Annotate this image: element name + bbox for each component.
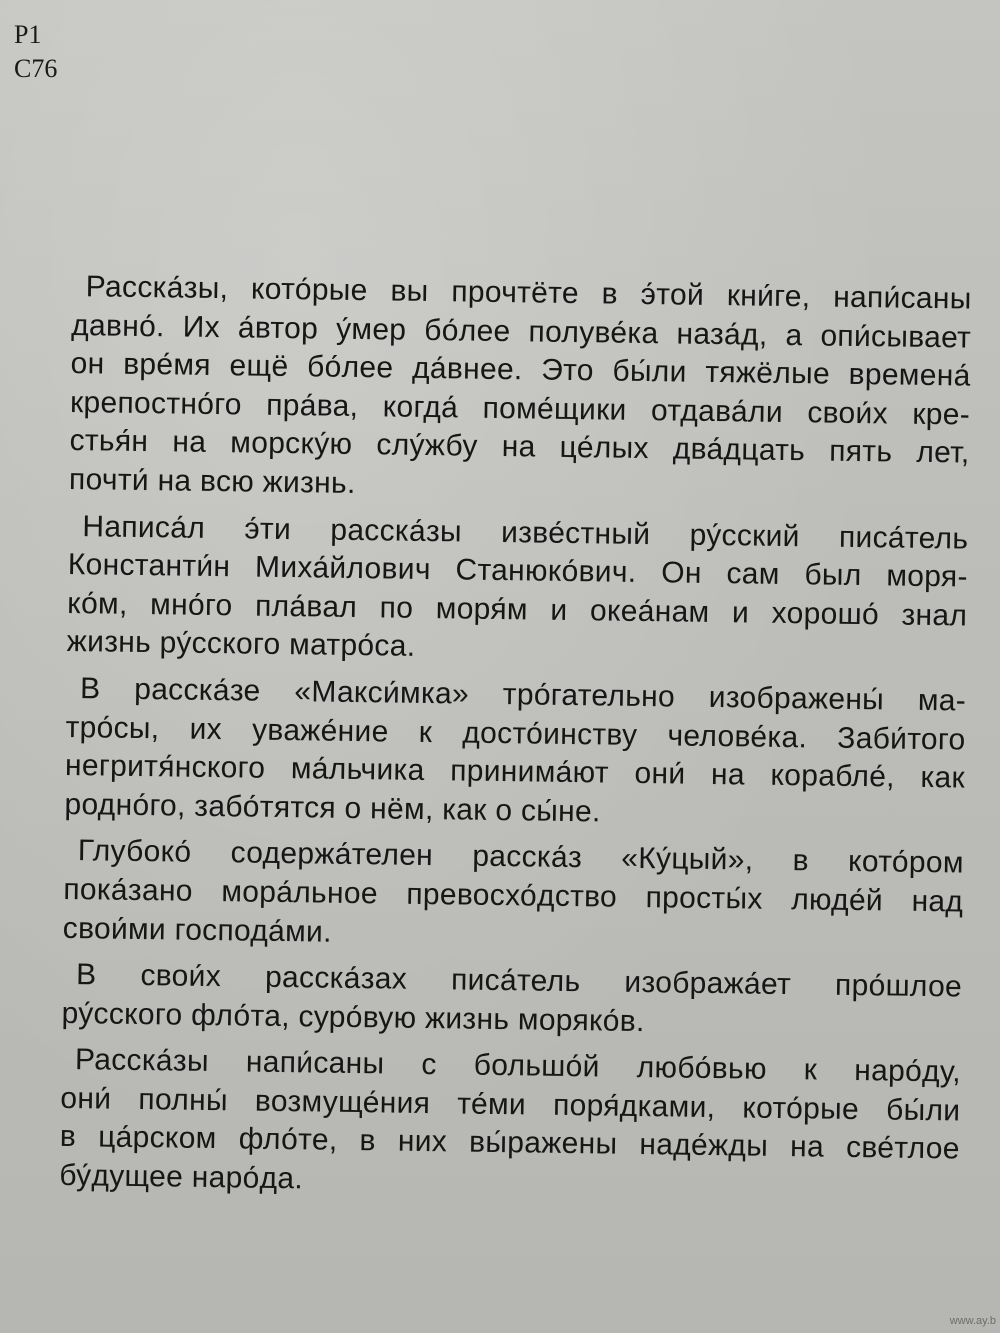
paragraph-5 xyxy=(61,956,962,1046)
text-line: Расска́зы, кото́рые вы прочтёте в э́той кни́ге, напи́саны xyxy=(85,270,972,316)
text-line: в ца́рском фло́те, в них вы́ражены наде́жды на све́тлое xyxy=(59,1120,961,1166)
catalog-code-line-2: С76 xyxy=(14,54,58,83)
watermark: www.ay.b xyxy=(949,1315,996,1327)
text-line: В свои́х расска́зах писа́тель изобража́ет про́шлое xyxy=(75,958,963,1004)
text-line: Глубоко́ содержа́телен расска́з «Ку́цый», в кото́ром xyxy=(77,834,965,880)
paragraph-4 xyxy=(63,832,965,960)
text-line: тро́сы, их уваже́ние к досто́инству челове́ка. Заби́того xyxy=(65,710,966,757)
text-line: жизнь ру́сского матро́са. xyxy=(66,625,416,664)
text-line: негритя́нского ма́льчика принима́ют они́ на корабле́, как xyxy=(64,749,966,795)
catalog-code xyxy=(14,18,57,86)
paragraph-2 xyxy=(66,508,968,675)
paragraph-6 xyxy=(59,1041,961,1208)
text-line: родно́го, забо́тятся о нём, как о сы́не. xyxy=(64,787,601,829)
text-line: свои́ми господа́ми. xyxy=(62,911,333,949)
text-line: пока́зано мора́льное превосхо́дство просты́х люде́й над xyxy=(63,872,964,919)
text-line: давно́. Их а́втор у́мер бо́лее полуве́ка наза́д, а опи́сывает xyxy=(70,308,972,355)
paragraph-3 xyxy=(64,670,966,837)
text-line: Константи́н Миха́йлович Станюко́вич. Он сам был моря- xyxy=(67,548,969,594)
catalog-code-line-1: Р1 xyxy=(14,20,42,49)
text-line: Расска́зы напи́саны с большо́й любо́вью к наро́ду, xyxy=(74,1043,962,1089)
text-line: он вре́мя ещё бо́лее да́внее. Это бы́ли тяжёлые времена́ xyxy=(70,347,971,393)
text-line: почти́ на всю жизнь. xyxy=(68,462,356,500)
text-line: ко́м, мно́го пла́вал по моря́м и океа́нам и хорошо́ знал xyxy=(67,586,968,633)
text-line: В расска́зе «Макси́мка» тро́гательно изображены́ ма- xyxy=(79,672,967,718)
text-line: ру́сского фло́та, суро́вую жизнь моряко́в. xyxy=(61,996,645,1038)
text-line: они́ полны́ возмуще́ния те́ми поря́дками, кото́рые бы́ли xyxy=(60,1081,961,1128)
text-line: Написа́л э́ти расска́зы изве́стный ру́сский писа́тель xyxy=(82,509,969,556)
text-line: стья́н на морску́ю слу́жбу на це́лых два́дцать пять лет, xyxy=(69,424,970,470)
preface-text xyxy=(59,268,972,1208)
paragraph-1 xyxy=(69,268,972,512)
text-line: крепостно́го пра́ва, когда́ поме́щики отдава́ли свои́х кре- xyxy=(69,385,971,432)
text-line: бу́дущее наро́да. xyxy=(59,1158,304,1196)
